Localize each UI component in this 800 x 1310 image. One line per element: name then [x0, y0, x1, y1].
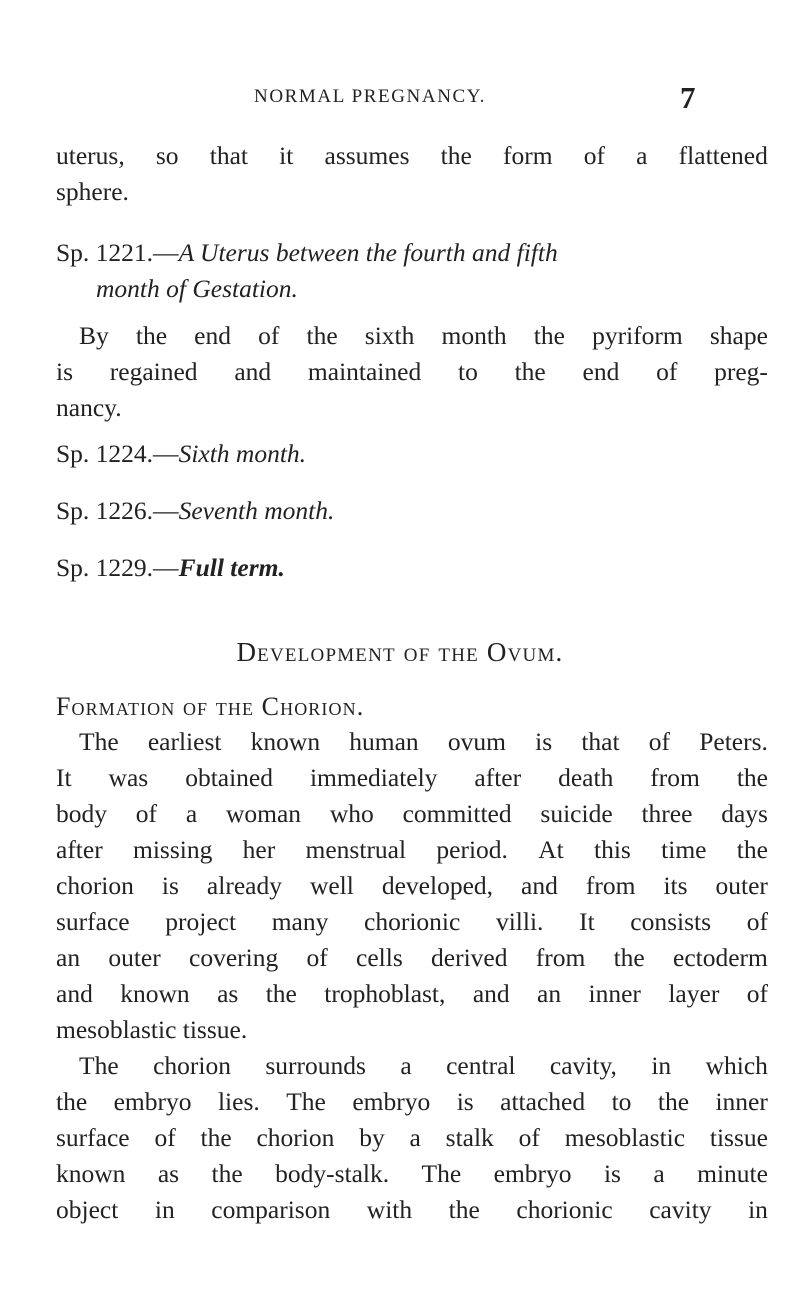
- chorion-paragraph-2: [56, 1048, 776, 1228]
- text-line: surface project many chorionic villi. It consists of: [56, 907, 768, 936]
- text-line: By the end of the sixth month the pyriform shape: [79, 321, 768, 350]
- chorion-paragraph-1: [56, 724, 776, 1048]
- specimen-1226-entry: [56, 493, 776, 529]
- text-line: body of a woman who committed suicide three days: [56, 799, 768, 828]
- specimen-title-continued: month of Gestation.: [96, 274, 298, 303]
- specimen-title: Sixth month.: [178, 439, 307, 468]
- section-heading: Development of the Ovum.: [236, 637, 564, 667]
- text-line: chorion is already well developed, and from its outer: [56, 871, 768, 900]
- text-line: mesoblastic tissue.: [56, 1015, 248, 1044]
- text-line: sphere.: [56, 177, 129, 206]
- text-line: object in comparison with the chorionic cavity in: [56, 1195, 768, 1224]
- page-number: 7: [680, 80, 696, 115]
- specimen-title: A Uterus between the fourth and fifth: [178, 238, 558, 267]
- specimen-label: Sp. 1221.—: [56, 238, 179, 267]
- running-head: [0, 80, 800, 116]
- specimen-title: Seventh month.: [178, 496, 335, 525]
- specimen-title: Full term.: [178, 553, 285, 582]
- specimen-1221-entry: [56, 235, 776, 307]
- text-line: nancy.: [56, 393, 122, 422]
- text-line: is regained and maintained to the end of preg-: [56, 357, 768, 386]
- text-line: after missing her menstrual period. At this time the: [56, 835, 768, 864]
- text-line: uterus, so that it assumes the form of a flattened: [56, 141, 768, 170]
- text-line: the embryo lies. The embryo is attached to the inner: [56, 1087, 768, 1116]
- specimen-label: Sp. 1229.—: [56, 553, 179, 582]
- specimen-label: Sp. 1224.—: [56, 439, 179, 468]
- specimen-1224-entry: [56, 436, 776, 472]
- text-line: an outer covering of cells derived from the ectoderm: [56, 943, 768, 972]
- text-line: known as the body-stalk. The embryo is a minute: [56, 1159, 768, 1188]
- text-line: and known as the trophoblast, and an inner layer of: [56, 979, 768, 1008]
- text-line: The chorion surrounds a central cavity, in which: [79, 1051, 768, 1080]
- specimen-1229-entry: [56, 550, 776, 586]
- text-line: surface of the chorion by a stalk of mesoblastic tissue: [56, 1123, 768, 1152]
- pyriform-paragraph: [56, 318, 776, 426]
- text-line: The earliest known human ovum is that of Peters.: [79, 727, 768, 756]
- opening-paragraph: [56, 138, 776, 210]
- text-line: It was obtained immediately after death from the: [56, 763, 768, 792]
- running-title: NORMAL PREGNANCY.: [254, 86, 487, 107]
- subsection-heading: Formation of the Chorion.: [56, 692, 365, 721]
- specimen-label: Sp. 1226.—: [56, 496, 179, 525]
